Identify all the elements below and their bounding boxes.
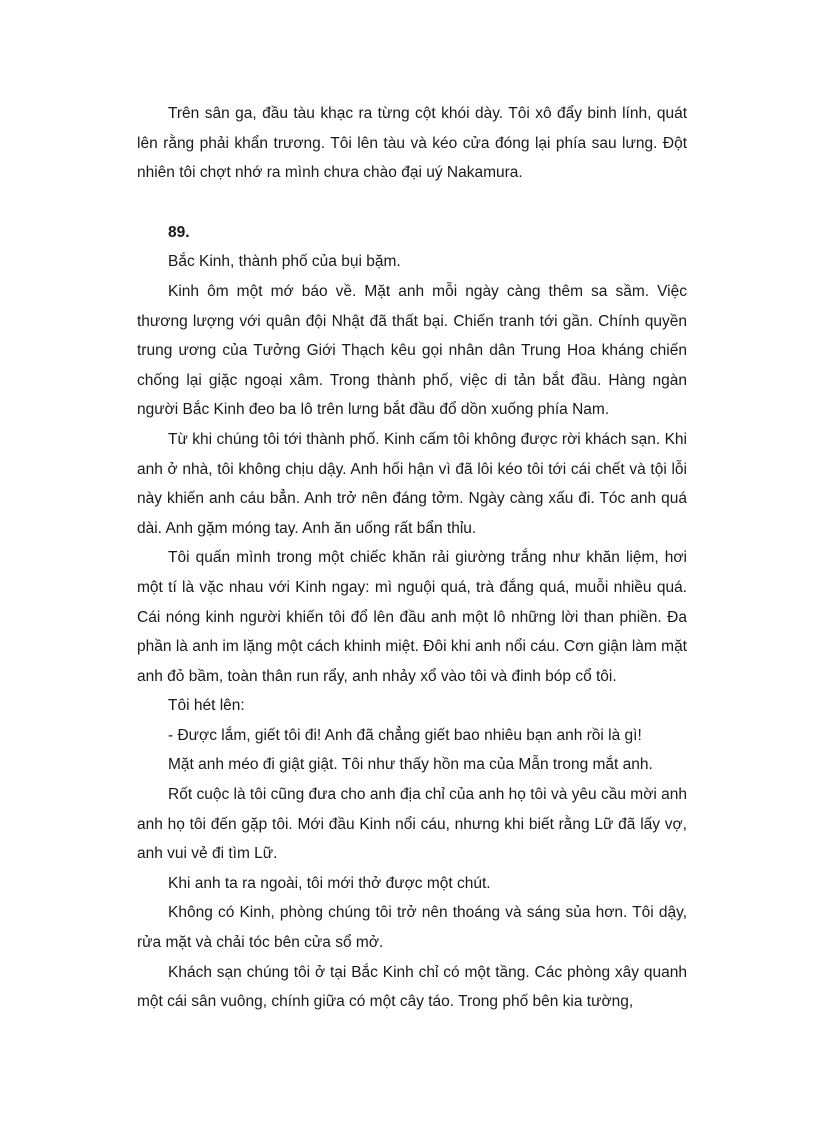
document-body [137,99,687,1017]
paragraph-2: Bắc Kinh, thành phố của bụi bặm. [168,253,401,271]
chapter-heading: 89. [168,223,190,241]
paragraph-8: Rốt cuộc là tôi cũng đưa cho anh địa chỉ của anh họ tôi và yêu cầu mời anh anh họ tôi đến gặp tôi. Mới đầu Kinh nổi cáu, nhưng khi biết rằng Lữ đã lấy vợ, anh vui vẻ đi tìm Lữ. [137,786,687,863]
paragraph-6: Tôi hét lên: [168,697,245,715]
paragraph-7: Mặt anh méo đi giật giật. Tôi như thấy hồn ma của Mẫn trong mắt anh. [168,756,653,774]
paragraph-10: Không có Kinh, phòng chúng tôi trở nên thoáng và sáng sủa hơn. Tôi dậy, rửa mặt và chải tóc bên cửa sổ mở. [137,904,687,952]
dialogue-line: - Được lắm, giết tôi đi! Anh đã chẳng giết bao nhiêu bạn anh rồi là gì! [168,726,642,744]
paragraph-3: Kinh ôm một mớ báo về. Mặt anh mỗi ngày càng thêm sa sầm. Việc thương lượng với quân đội Nhật đã thất bại. Chiến tranh tới gần. Chính quyền trung ương của Tưởng Giới Thạch kêu gọi nhân dân Trung Hoa kháng chiến chống lại giặc ngoại xâm. Trong thành phố, việc di tản bắt đầu. Hàng ngàn người Bắc Kinh đeo ba lô trên lưng bắt đầu đổ dồn xuống phía Nam. [137,282,687,419]
paragraph-11: Khách sạn chúng tôi ở tại Bắc Kinh chỉ có một tầng. Các phòng xây quanh một cái sân vuông, chính giữa có một cây táo. Trong phố bên kia tường, [137,963,687,1011]
paragraph-9: Khi anh ta ra ngoài, tôi mới thở được một chút. [168,874,491,892]
paragraph-1: Trên sân ga, đầu tàu khạc ra từng cột khói dày. Tôi xô đẩy binh lính, quát lên rằng phải khẩn trương. Tôi lên tàu và kéo cửa đóng lại phía sau lưng. Đột nhiên tôi chợt nhớ ra mình chưa chào đại uý Nakamura. [137,105,687,182]
paragraph-4: Từ khi chúng tôi tới thành phố. Kinh cấm tôi không được rời khách sạn. Khi anh ở nhà, tôi không chịu dậy. Anh hối hận vì đã lôi kéo tôi tới cái chết và tội lỗi này khiến anh cáu bẳn. Anh trở nên đáng tởm. Ngày càng xấu đi. Tóc anh quá dài. Anh gặm móng tay. Anh ăn uống rất bẩn thỉu. [137,430,687,537]
paragraph-5: Tôi quấn mình trong một chiếc khăn rải giường trắng như khăn liệm, hơi một tí là vặc nhau với Kinh ngay: mì nguội quá, trà đắng quá, muỗi nhiều quá. Cái nóng kinh người khiến tôi đổ lên đầu anh một lô những lời than phiền. Đa phần là anh im lặng một cách khinh miệt. Đôi khi anh nổi cáu. Cơn giận làm mặt anh đỏ bầm, toàn thân run rẩy, anh nhảy xổ vào tôi và đinh bóp cổ tôi. [137,549,687,685]
